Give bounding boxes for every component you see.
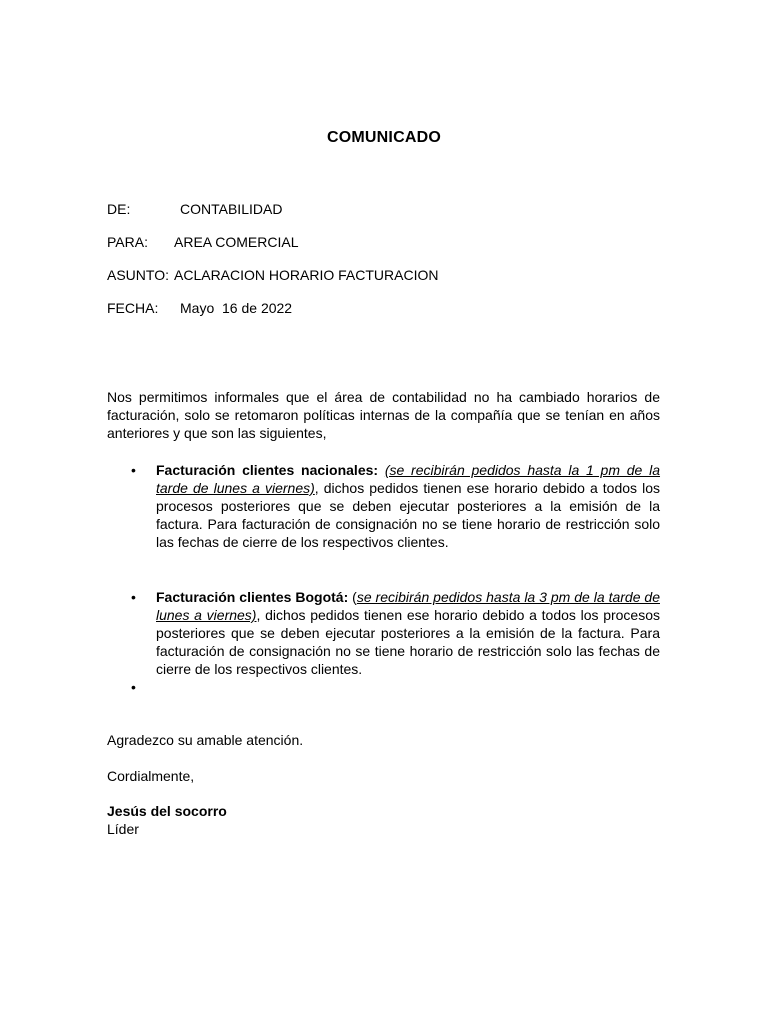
header-para-row [107, 233, 299, 251]
bullet-1-emphasis: (se recibirán pedidos hasta la 1 pm de la tarde de lunes a viernes) [156, 462, 661, 496]
header-de-row [107, 200, 283, 218]
header-fecha-label: FECHA: [107, 300, 159, 316]
header-fecha-row [107, 299, 293, 317]
bullet-1-dot: • [131, 462, 136, 478]
closing-line: Cordialmente, [107, 768, 195, 784]
header-asunto-row [107, 266, 439, 284]
document-title: COMUNICADO [327, 129, 441, 146]
bullet-2 [156, 588, 660, 678]
bullet-1-heading: Facturación clientes nacionales: [156, 462, 379, 478]
header-asunto-value: ACLARACION HORARIO FACTURACION [174, 267, 439, 283]
bullet-1 [156, 461, 660, 551]
header-de-label: DE: [107, 201, 131, 217]
bullet-2-heading: Facturación clientes Bogotá: [156, 589, 349, 605]
header-asunto-label: ASUNTO: [107, 267, 169, 283]
bullet-2-dot: • [131, 589, 136, 605]
header-de-value: CONTABILIDAD [180, 201, 283, 217]
thanks-line: Agradezco su amable atención. [107, 732, 304, 748]
bullet-1-text: , dichos pedidos tienen ese horario debido a todos los procesos posteriores que se deben ejecutar posteriores a la emisión de la factura. Para facturación de consignación no se tiene horario de restricción solo las fechas de cierre de los respectivos clientes. [156, 480, 660, 550]
signature-role: Líder [107, 821, 139, 837]
bullet-1-pre [378, 462, 385, 478]
header-para-value: AREA COMERCIAL [174, 234, 299, 250]
header-para-label: PARA: [107, 234, 148, 250]
intro-paragraph: Nos permitimos informales que el área de contabilidad no ha cambiado horarios de facturación, solo se retomaron políticas internas de la compañía que se tenían en años anteriores y que son las siguientes, [107, 389, 660, 441]
bullet-3-dot: • [131, 679, 136, 695]
bullet-2-emphasis: se recibirán pedidos hasta la 3 pm de la tarde de lunes a viernes) [156, 589, 660, 623]
header-fecha-value: Mayo 16 de 2022 [180, 300, 293, 316]
bullet-2-text: , dichos pedidos tienen ese horario debido a todos los procesos posteriores que se deben ejecutar posteriores a la emisión de la factura. Para facturación de consignación no se tiene horario de restricción solo las fechas de cierre de los respectivos clientes. [156, 607, 661, 677]
bullet-2-pre: ( [348, 589, 357, 605]
signature-name: Jesús del socorro [107, 803, 227, 819]
